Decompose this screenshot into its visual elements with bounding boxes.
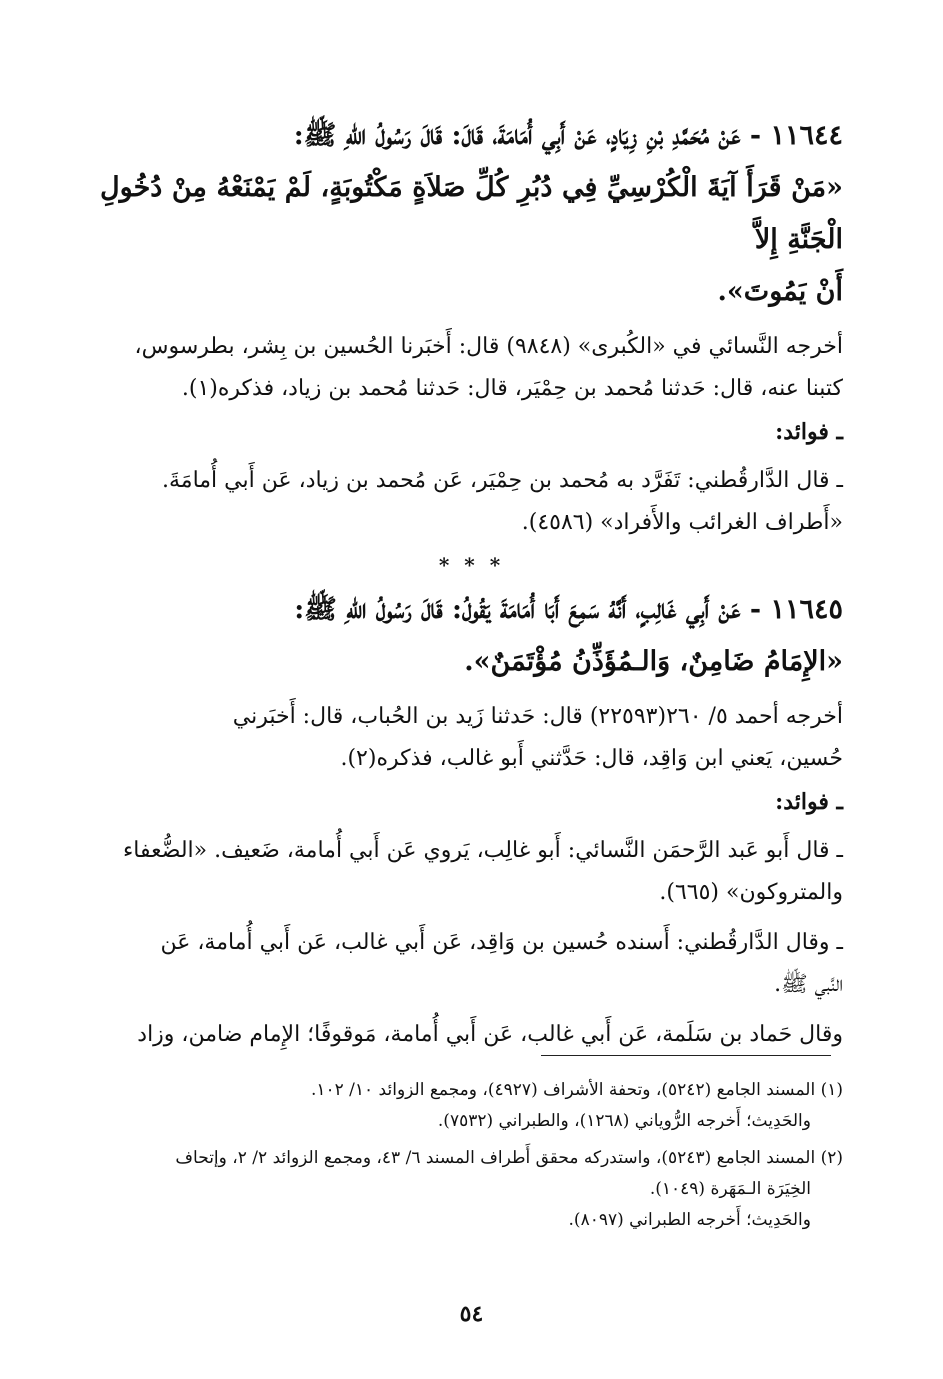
footnote-line: الخِيَرَة الـمَهَرة (١٠٤٩). — [649, 1179, 811, 1199]
source-line: حُسين، يَعني ابن وَاقِد، قال: حَدَّثني أَبو غالب، فذكره(٢). — [340, 746, 843, 771]
hadith-line: ١١٦٤٤ - عَنْ مُحَمَّدِ بْنِ زِيَادٍ، عَنْ أَبِي أُمَامَةَ، قَالَ: قَالَ رَسُولُ اللهِ ﷺ: — [293, 120, 843, 151]
benefit-paragraph — [100, 1014, 843, 1056]
footnote-2 — [100, 1143, 843, 1236]
footnotes — [100, 1075, 843, 1242]
main-text — [100, 110, 843, 1056]
hadith-11644 — [100, 110, 843, 318]
source-paragraph — [100, 326, 843, 410]
benefits-heading: ـ فوائد: — [775, 789, 843, 815]
section-separator: * * * — [438, 553, 505, 577]
source-line: أخرجه النَّسائي في «الكُبرى» (٩٨٤٨) قال: أَخبَرنا الحُسين بن بِشر، بطرسوس، — [134, 334, 843, 359]
hadith-line: «الإِمَامُ ضَامِنٌ، وَالـمُؤَذِّنُ مُؤْتَمَنٌ». — [464, 646, 843, 677]
benefits-heading: ـ فوائد: — [775, 419, 843, 445]
benefit-line: ـ قال أَبو عَبد الرَّحمَن النَّسائي: أَبو غالِب، يَروي عَن أَبي أُمامة، ضَعيف. «الضُّعفاء — [122, 838, 843, 863]
benefit-line: ـ وقال الدَّارقُطني: أَسنده حُسين بن وَاقِد، عَن أَبي غالب، عَن أَبي أُمامة، عَن — [160, 930, 843, 955]
footnote-line: (٢) المسند الجامع (٥٢٤٣)، واستدركه محقق أَطراف المسند ٦/ ٤٣، ومجمع الزوائد ٢/ ٢، وإتحاف — [175, 1148, 843, 1168]
source-paragraph — [100, 696, 843, 780]
footnote-line: والحَدِيث؛ أَخرجه الطبراني (٨٠٩٧). — [568, 1210, 811, 1230]
page-number: ٥٤ — [459, 1301, 484, 1327]
hadith-line: «مَنْ قَرَأَ آيَةَ الْكُرْسِيِّ فِي دُبُرِ كُلِّ صَلاَةٍ مَكْتُوبَةٍ، لَمْ يَمْنَعْهُ مِنْ دُخُولِ الْجَنَّةِ إِلاَّ — [100, 172, 843, 255]
footnote-line: (١) المسند الجامع (٥٢٤٢)، وتحفة الأشراف (٤٩٢٧)، ومجمع الزوائد ١٠/ ١٠٢. — [310, 1080, 843, 1100]
hadith-line: ١١٦٤٥ - عَنْ أَبِي غَالِبٍ، أَنَّهُ سَمِعَ أَبَا أُمَامَةَ يَقُولُ: قَالَ رَسُولُ اللهِ ﷺ: — [294, 594, 843, 625]
benefit-paragraph — [100, 830, 843, 914]
source-line: أخرجه أحمد ٥/ ٢٦٠(٢٢٥٩٣) قال: حَدثنا زَيد بن الحُباب، قال: أَخبَرني — [232, 704, 843, 729]
footnote-line: والحَدِيث؛ أَخرجه الرُّوياني (١٢٦٨)، والطبراني (٧٥٣٢). — [437, 1111, 811, 1131]
benefit-line: والمتروكون» (٦٦٥). — [659, 880, 843, 905]
benefit-line: «أَطراف الغرائب والأَفراد» (٤٥٨٦). — [521, 510, 843, 535]
benefit-line: النَّبي ﷺ. — [774, 972, 843, 997]
benefit-line: ـ قال الدَّارقُطني: تَفَرَّد به مُحمد بن حِمْيَر، عَن مُحمد بن زياد، عَن أَبي أُمامَةَ. — [162, 468, 843, 493]
benefit-line: وقال حَماد بن سَلَمة، عَن أَبي غالب، عَن أَبي أُمامة، مَوقوفًا؛ الإِمام ضامن، وزاد — [137, 1022, 843, 1047]
hadith-line: أَنْ يَمُوتَ». — [717, 276, 843, 307]
benefit-paragraph — [100, 460, 843, 544]
source-line: كتبنا عنه، قال: حَدثنا مُحمد بن حِمْيَر، قال: حَدثنا مُحمد بن زياد، فذكره(١). — [181, 376, 843, 401]
hadith-11645 — [100, 584, 843, 688]
benefit-paragraph — [100, 922, 843, 1006]
footnote-1 — [100, 1075, 843, 1137]
footnote-divider — [541, 1055, 831, 1056]
